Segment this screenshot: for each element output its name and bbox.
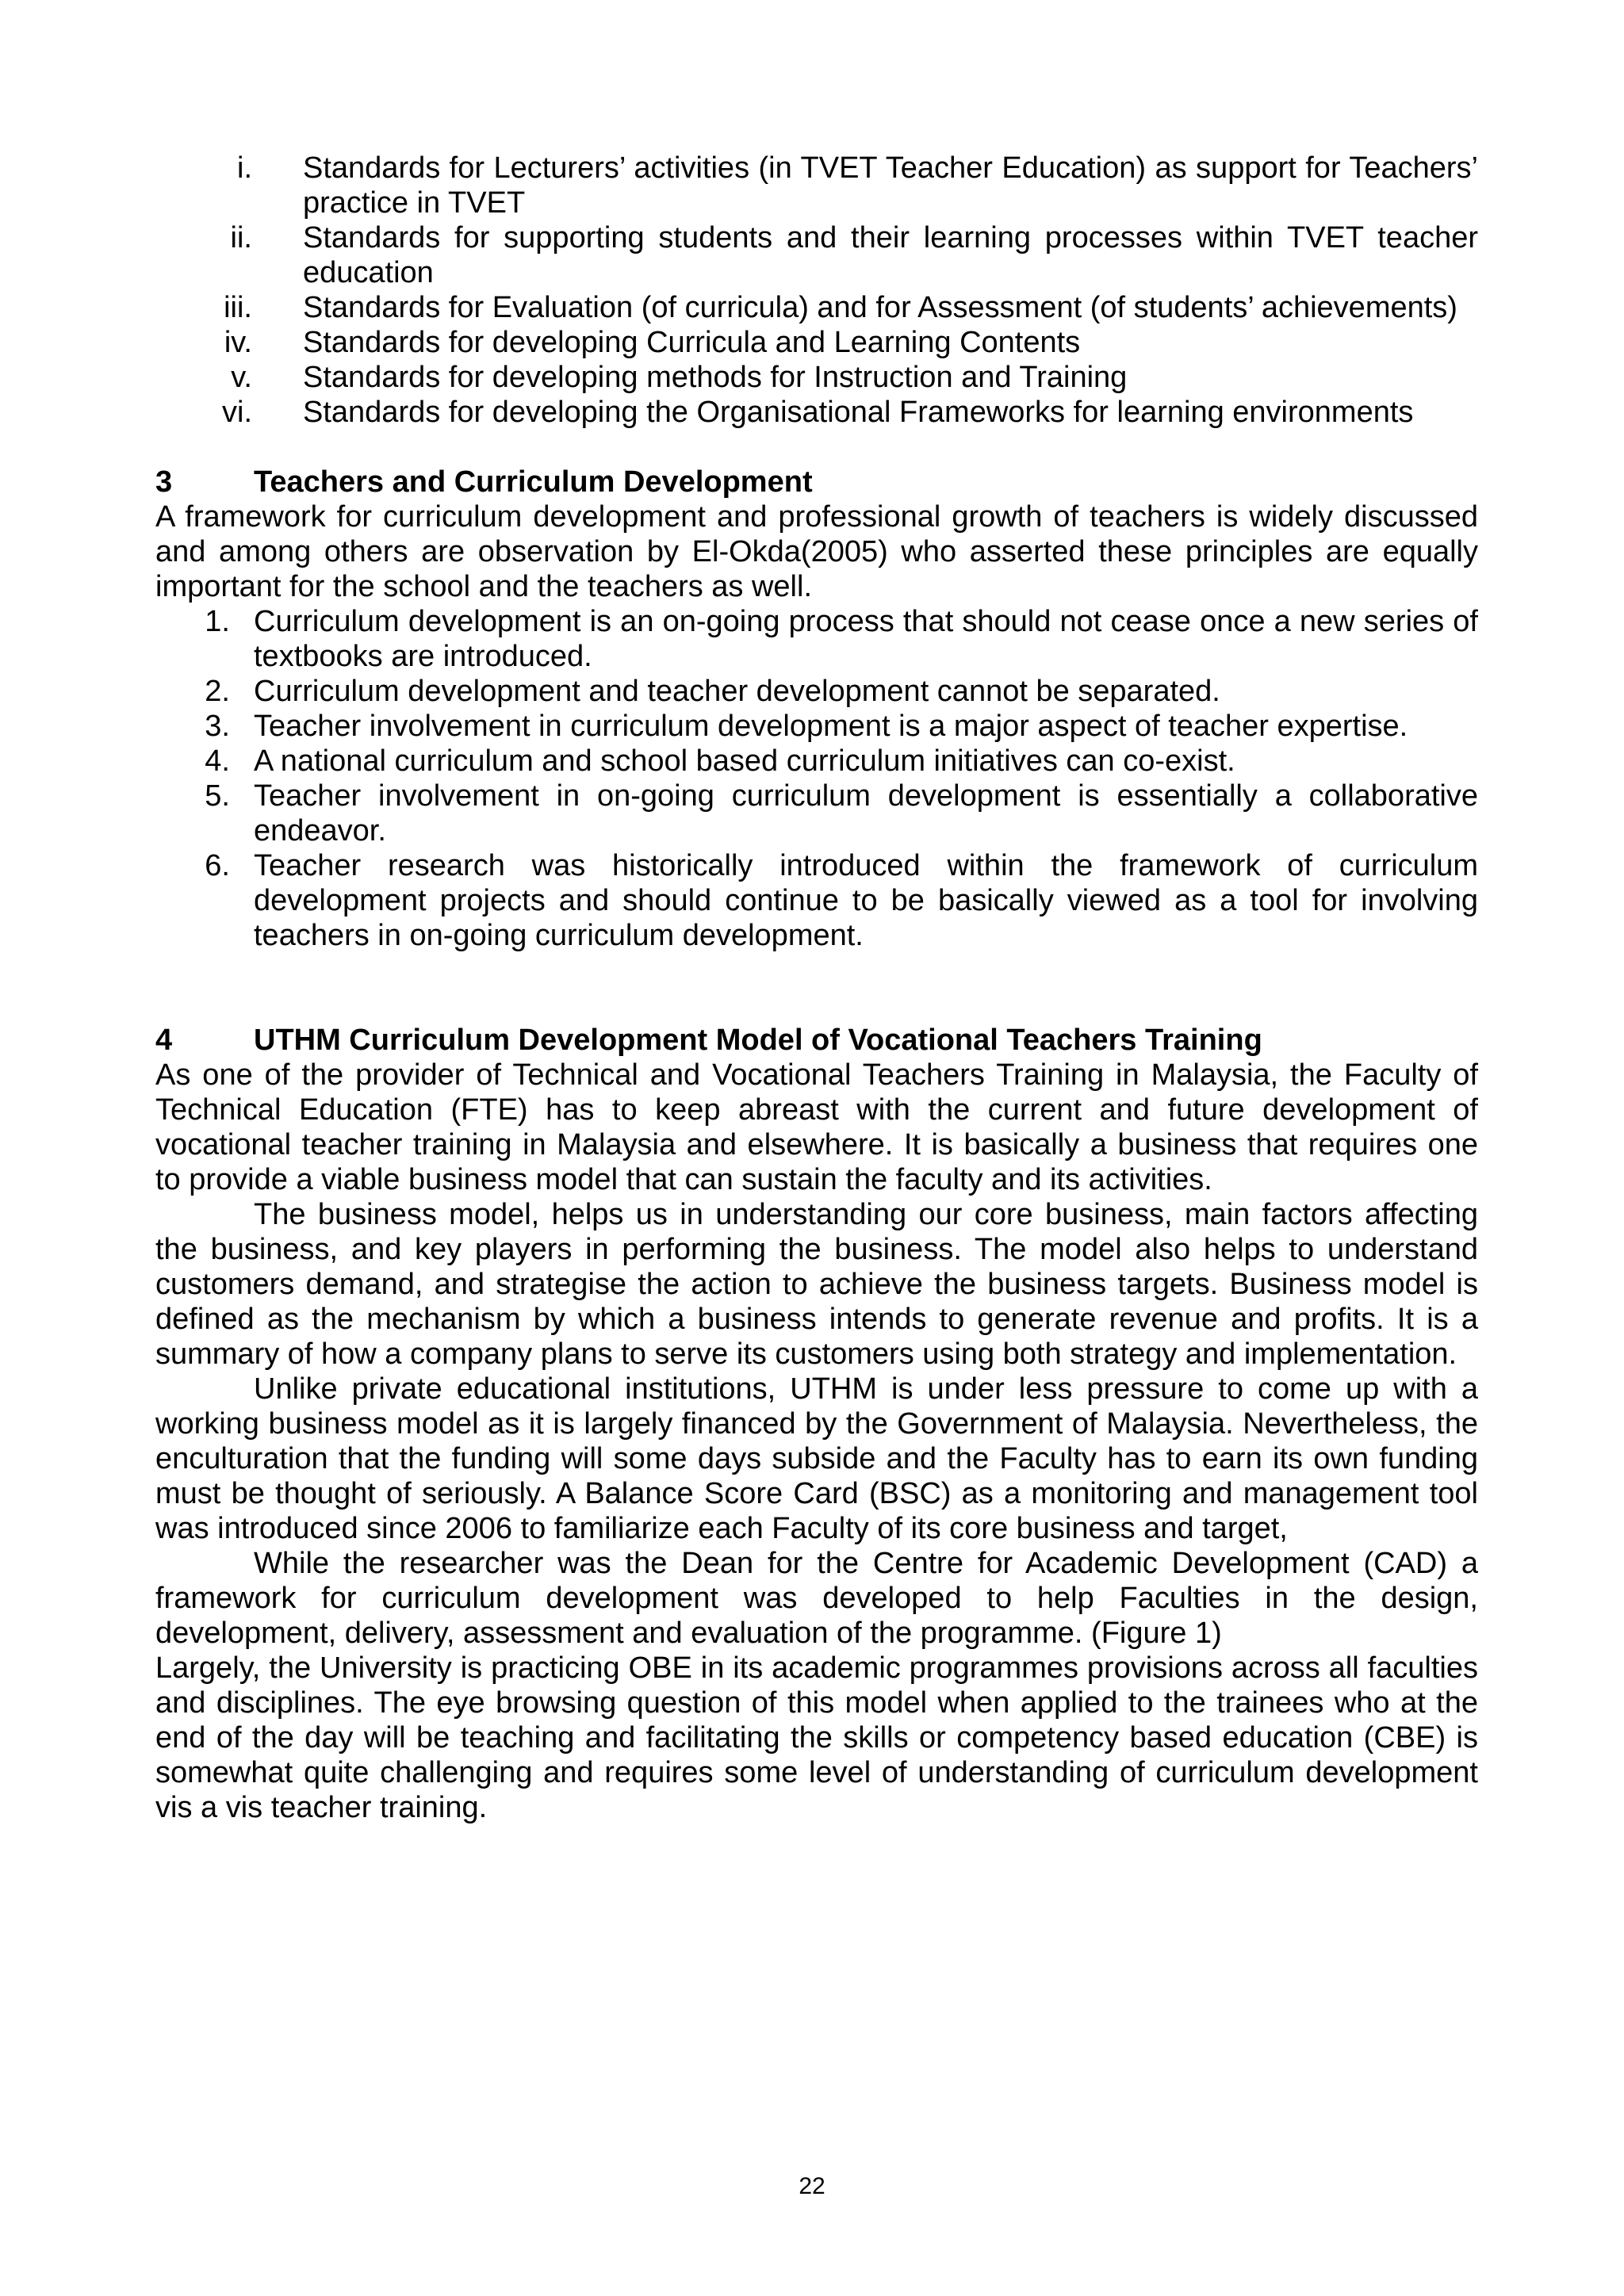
list-item: 6. Teacher research was historically introduced within the framework of curriculum development projects and should continue to be basically viewed as a tool for involving teachers in on-going curriculum development. — [205, 849, 1478, 952]
section-4-paragraph-4: While the researcher was the Dean for the Centre for Academic Development (CAD) a framework for curriculum development was developed to help Faculties in the design, development, delivery, assessment and evaluation of the programme. (Figure 1) — [155, 1547, 1478, 1650]
list-item: v. Standards for developing methods for Instruction and Training — [231, 361, 1128, 394]
list-item: 4. A national curriculum and school based curriculum initiatives can co-exist. — [205, 744, 1235, 778]
section-3-heading: 3 Teachers and Curriculum Development — [155, 465, 813, 499]
section-3-intro: A framework for curriculum development and professional growth of teachers is widely discussed and among others are observation by El-Okda(2005) who asserted these principles are equally important for the school and the teachers as well. — [155, 500, 1478, 603]
list-item: 2. Curriculum development and teacher development cannot be separated. — [205, 675, 1220, 708]
page-content — [155, 151, 1478, 1825]
list-item: 5. Teacher involvement in on-going curriculum development is essentially a collaborative endeavor. — [205, 779, 1478, 848]
list-item: vi. Standards for developing the Organisational Frameworks for learning environments — [222, 396, 1414, 429]
list-item: iv. Standards for developing Curricula and Learning Contents — [224, 326, 1081, 359]
section-4-paragraph-2: The business model, helps us in understanding our core business, main factors affecting the business, and key players in performing the business. The model also helps to understand customers demand, and strategise the action to achieve the business targets. Business model is defined as the mechanism by which a business intends to generate revenue and profits. It is a summary of how a company plans to serve its customers using both strategy and implementation. — [155, 1198, 1478, 1371]
section-4-heading: 4 UTHM Curriculum Development Model of Vocational Teachers Training — [155, 1024, 1262, 1057]
principles-list — [155, 604, 1478, 953]
page-number: 22 — [799, 2173, 825, 2199]
list-item: iii. Standards for Evaluation (of curricula) and for Assessment (of students’ achievements) — [224, 291, 1457, 324]
standards-list — [155, 151, 1478, 430]
section-4-paragraph-5: Largely, the University is practicing OBE in its academic programmes provisions across all faculties and disciplines. The eye browsing question of this model when applied to the trainees who at the end of the day will be teaching and facilitating the skills or competency based education (CBE) is somewhat quite challenging and requires some level of understanding of curriculum development vis a vis teacher training. — [155, 1651, 1478, 1824]
list-item: 3. Teacher involvement in curriculum development is a major aspect of teacher expertise. — [205, 710, 1408, 743]
list-item: 1. Curriculum development is an on-going process that should not cease once a new series of textbooks are introduced. — [205, 605, 1478, 673]
section-4-paragraph-3: Unlike private educational institutions, UTHM is under less pressure to come up with a working business model as it is largely financed by the Government of Malaysia. Nevertheless, the enculturation that the funding will some days subside and the Faculty has to earn its own funding must be thought of seriously. A Balance Score Card (BSC) as a monitoring and management tool was introduced since 2006 to familiarize each Faculty of its core business and target, — [155, 1372, 1478, 1545]
list-item: i. Standards for Lecturers’ activities (in TVET Teacher Education) as support for Teachers’ practice in TVET — [237, 151, 1478, 220]
list-item: ii. Standards for supporting students and their learning processes within TVET teacher education — [230, 221, 1478, 289]
section-4-paragraph-1: As one of the provider of Technical and Vocational Teachers Training in Malaysia, the Faculty of Technical Education (FTE) has to keep abreast with the current and future development of vocational teacher training in Malaysia and elsewhere. It is basically a business that requires one to provide a viable business model that can sustain the faculty and its activities. — [155, 1058, 1478, 1196]
